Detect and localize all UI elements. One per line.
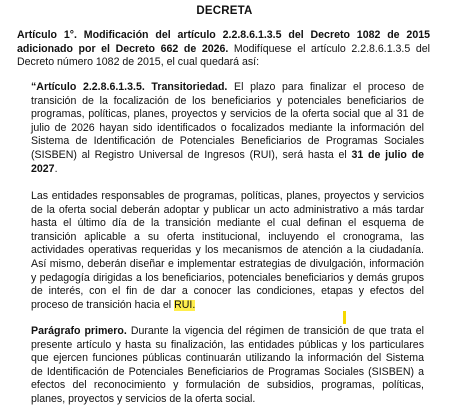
- paragraph-first: [31, 325, 424, 407]
- quoted-article-text: El plazo para finalizar el proceso de transición de la focalización de los beneficiarios y potenciales beneficiarios de programas, políticas, planes, proyectos y servicios de la oferta social que al 31 de julio de 2026 hayan sido identificados o focalizados mediante la información del Sistema de Identificación de Potenciales Beneficiarios de Programas Sociales (SISBEN) al Registro Universal de Ingresos (RUI), será hasta el: [31, 81, 424, 161]
- highlighted-text: RUI.: [174, 298, 196, 311]
- text-cursor-marker: [343, 311, 346, 324]
- article-one-title: Artículo 1°. Modificación del artículo 2.2.8.6.1.3.5 del Decreto 1082 de 2015 adicionado por el Decreto 662 de 2026.: [17, 29, 430, 55]
- paragraph-first-title: Parágrafo primero.: [31, 325, 127, 337]
- quoted-article-end: .: [54, 162, 58, 175]
- paragraph-first-text: Durante la vigencia del régimen de transición de que trata el presente artículo y hasta su finalización, las entidades públicas y los particulares que ejercen funciones públicas continuarán utilizando la información del Sistema de Identificación de Potenciales Beneficiarios de Programas Sociales (SISBEN) a efectos del reconocimiento y formulación de subsidios, programas, políticas, planes, proyectos y servicios de la oferta social.: [31, 325, 424, 405]
- entities-text: Las entidades responsables de programas, políticas, planes, proyectos y servicios de la oferta social deberán adoptar y publicar un acto administrativo a más tardar hasta el último día de la transición mediante el cual definan el esquema de transición aplicable a su oferta institucional, incluyendo el cronograma, las actividades operativas requeridas y los mecanismos de atención a la ciudadanía. Así mismo, deberán diseñar e implementar estrategias de divulgación, información y pedagogía dirigidas a los beneficiarios, potenciales beneficiarios y demás grupos de interés, con el fin de dar a conocer las condiciones, etapas y efectos del proceso de transición hacia el: [31, 190, 424, 311]
- deadline-date: 31 de julio de 2027: [31, 148, 424, 175]
- quoted-article-title: “Artículo 2.2.8.6.1.3.5. Transitoriedad.: [31, 81, 228, 93]
- article-one-intro: [17, 29, 430, 70]
- article-one-text: Modifíquese el artículo 2.2.8.6.1.3.5 del Decreto número 1082 de 2015, el cual quedará así:: [17, 42, 430, 69]
- quoted-article-paragraph: [31, 81, 424, 176]
- entities-paragraph: [31, 190, 424, 312]
- decree-heading: DECRETA: [196, 5, 253, 17]
